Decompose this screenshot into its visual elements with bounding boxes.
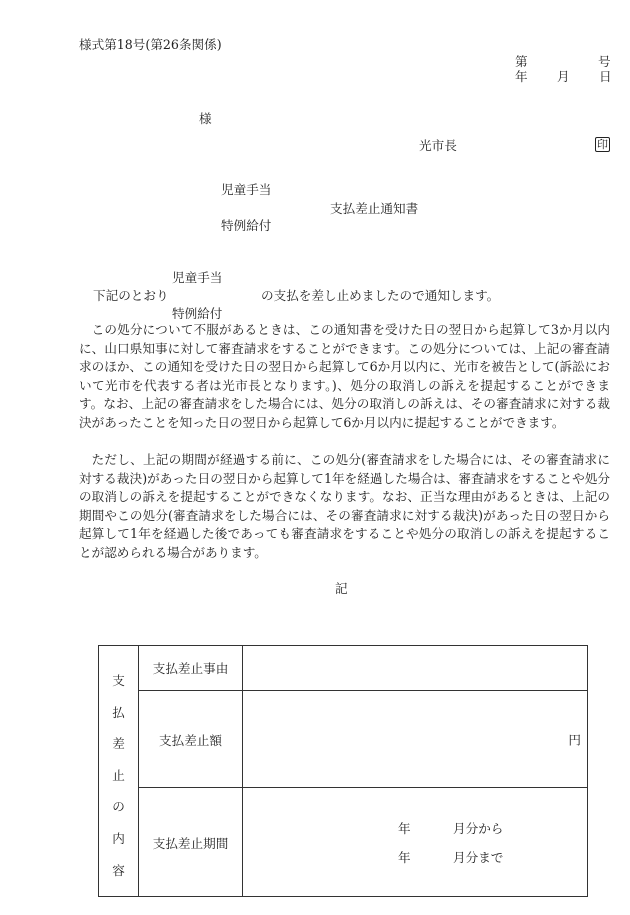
- group-char: の: [112, 799, 125, 815]
- period-to-month: 月分まで: [453, 850, 504, 866]
- amount-label: 支払差止額: [139, 690, 243, 787]
- body-benefit-child-allowance: 児童手当: [172, 270, 223, 285]
- amount-unit: 円: [568, 732, 581, 748]
- title-benefit-child-allowance: 児童手当: [221, 182, 272, 197]
- date-day-label: 日: [599, 69, 612, 84]
- date-year-label: 年: [515, 69, 528, 84]
- date-month-label: 月: [557, 69, 570, 84]
- suspension-details-table: [98, 645, 588, 897]
- group-char: 支: [112, 673, 125, 688]
- amount-value: [243, 690, 588, 787]
- deadline-notice-paragraph: ただし、上記の期間が経過する前に、この処分(審査請求をした場合には、その審査請求に対する裁決)があった日の翌日から起算して1年を経過した場合は、審査請求をすることや処分の取消しの訴えを提起することができなくなります。なお、正当な理由があるときは、上記の期間やこの処分(審査請求をした場合には、その審査請求に対する裁決)があった日の翌日から起算して1年を経過した後であっても審査請求をすることや処分の取消しの訴えを提起することが認められる場合があります。: [79, 452, 610, 560]
- document-number-suffix: 号: [598, 54, 611, 69]
- group-char: 払: [112, 704, 125, 720]
- details-heading: 記: [335, 581, 348, 596]
- period-value: [243, 788, 588, 897]
- document-title: 支払差止通知書: [330, 201, 419, 216]
- reason-value: [243, 646, 588, 691]
- title-benefit-special: 特例給付: [221, 218, 272, 233]
- appeal-notice-paragraph: この処分について不服があるときは、この通知書を受けた日の翌日から起算して3か月以内に、山口県知事に対して審査請求をすることができます。この処分については、上記の審査請求のほか、この通知を受けた日の翌日から起算して6か月以内に、光市を被告として(訴訟において光市を代表する者は光市長となります。)、処分の取消しの訴えを提起することができます。なお、上記の審査請求をした場合には、処分の取消しの訴えは、その審査請求に対する裁決があったことを知った日の翌日から起算して6か月以内に提起することができます。: [79, 322, 610, 430]
- group-char: 差: [112, 736, 125, 752]
- body-intro-suffix: の支払を差し止めましたので通知します。: [261, 288, 500, 303]
- body-intro-prefix: 下記のとおり: [93, 288, 169, 303]
- form-number: 様式第18号(第26条関係): [79, 37, 222, 52]
- addressee-honorific: 様: [199, 111, 212, 126]
- seal-mark: 印: [597, 138, 608, 151]
- period-to-year: 年: [398, 850, 411, 866]
- issuer-name: 光市長: [419, 138, 457, 153]
- group-char: 容: [112, 862, 125, 878]
- group-char: 止: [112, 767, 125, 783]
- group-char: 内: [112, 830, 125, 846]
- details-group-label: [99, 646, 139, 897]
- document-number-prefix: 第: [515, 54, 528, 69]
- period-from-year: 年: [398, 821, 411, 837]
- reason-label: 支払差止事由: [139, 646, 243, 691]
- period-from-month: 月分から: [453, 821, 504, 837]
- body-benefit-special: 特例給付: [172, 306, 223, 321]
- period-label: 支払差止期間: [139, 788, 243, 897]
